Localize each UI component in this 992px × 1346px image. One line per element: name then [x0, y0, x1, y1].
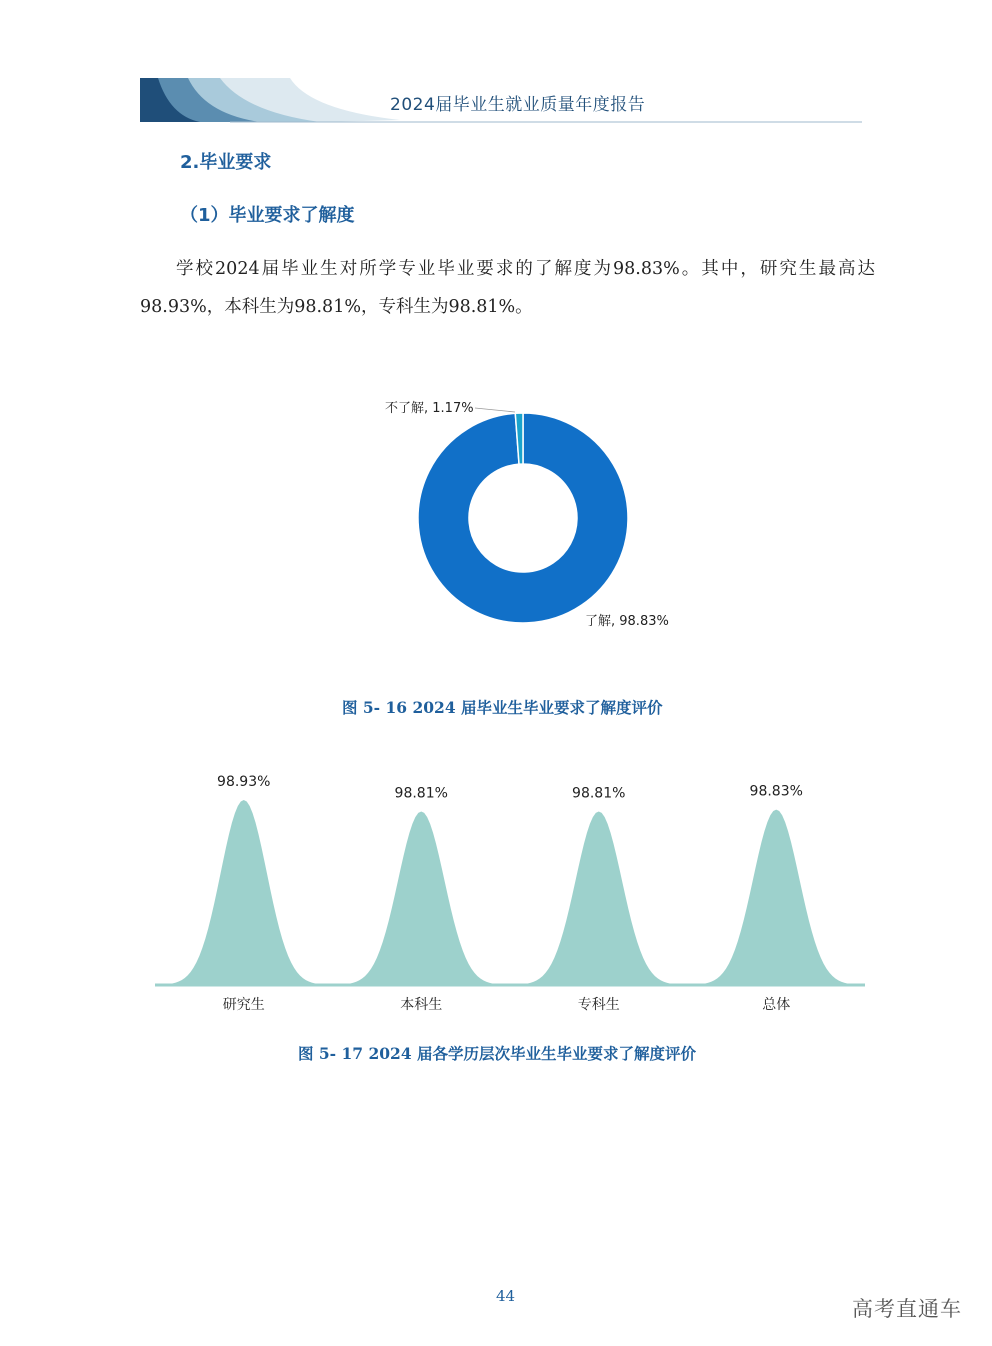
bell-category-label-1: 本科生: [400, 997, 443, 1013]
header-title: 2024届毕业生就业质量年度报告: [390, 95, 646, 115]
section-title: 2.毕业要求: [180, 152, 272, 173]
bell-value-label-0: 98.93%: [217, 774, 271, 790]
donut-label-understand: 了解, 98.83%: [585, 614, 669, 629]
page-number: 44: [496, 1287, 516, 1305]
bell-chart: [150, 765, 870, 1025]
body-paragraph: 学校2024届毕业生对所学专业毕业要求的了解度为98.83%。其中，研究生最高达98.93%，本科生为98.81%，专科生为98.81%。: [140, 259, 875, 317]
bell-peak-2: [510, 812, 688, 986]
bell-peak-3: [688, 810, 866, 985]
bell-value-label-3: 98.83%: [749, 783, 803, 800]
bell-peak-1: [333, 812, 511, 986]
bell-category-label-2: 专科生: [577, 997, 620, 1013]
bell-peak-0: [155, 800, 333, 985]
watermark: 高考直通车: [852, 1297, 962, 1321]
bell-category-label-0: 研究生: [222, 997, 265, 1013]
donut-chart: [340, 380, 700, 650]
bell-chart-svg: [150, 765, 870, 1025]
bell-category-label-3: 总体: [762, 997, 791, 1013]
figure-caption-1: 图 5- 16 2024 届毕业生毕业要求了解度评价: [342, 698, 663, 717]
donut-label-not-understand: 不了解, 1.17%: [385, 401, 474, 416]
subsection-title: （1）毕业要求了解度: [180, 205, 355, 226]
bell-value-label-2: 98.81%: [572, 785, 626, 802]
donut-chart-svg: [340, 380, 700, 650]
bell-value-label-1: 98.81%: [394, 785, 448, 802]
figure-caption-2: 图 5- 17 2024 届各学历层次毕业生毕业要求了解度评价: [298, 1044, 697, 1063]
page-header: [140, 76, 862, 126]
donut-leader-line-not-understand: [475, 408, 515, 412]
